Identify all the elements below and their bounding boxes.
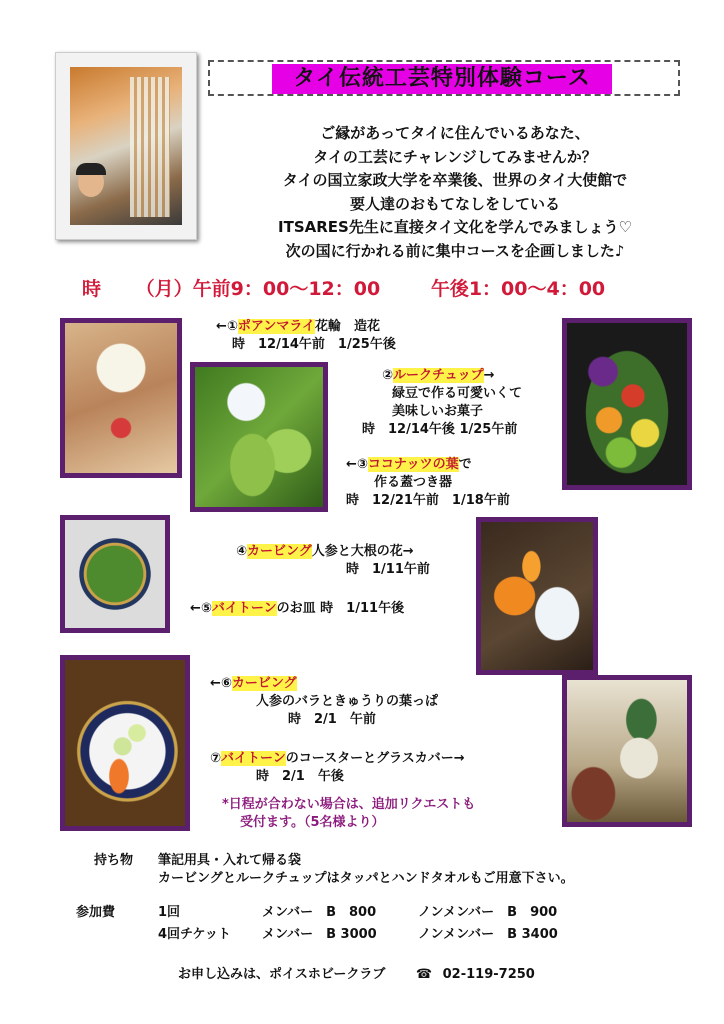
- note-line: 受付ます。（5名様より）: [240, 815, 385, 830]
- course-5: [190, 600, 404, 618]
- course-2-name: ルークチュップ: [393, 368, 484, 383]
- course-3-arrow: ←③: [346, 457, 368, 472]
- fee-label: 参加費: [76, 905, 116, 920]
- phone-icon: ☎: [415, 967, 433, 982]
- teacher-photo-frame: [55, 52, 197, 240]
- intro-line: ご縁があってタイに住んでいるあなた、: [320, 124, 590, 142]
- intro-line: タイの工芸にチャレンジしてみませんか？: [313, 147, 597, 166]
- course-7: [210, 750, 465, 786]
- schedule-note: [222, 796, 475, 832]
- fee-plan: 4回チケット: [158, 927, 231, 942]
- course-6: [210, 675, 438, 729]
- course-1: [216, 318, 396, 354]
- course-4-number: ④: [236, 544, 248, 559]
- schedule-label: 時: [82, 278, 102, 300]
- page-title: タイ伝統工芸特別体験コース: [272, 64, 612, 94]
- intro-text: [205, 122, 705, 263]
- course-4-desc: 人参と大根の花→: [311, 544, 414, 559]
- carved-flowers-photo: [476, 517, 598, 675]
- course-5-desc: のお皿 時 1/11午後: [276, 601, 405, 616]
- fruit-sweets-photo: [562, 318, 692, 490]
- course-4-name: カービング: [247, 544, 312, 559]
- course-2-number: ②: [382, 368, 394, 383]
- course-3-name: ココナッツの葉: [367, 457, 459, 472]
- footer: [178, 966, 535, 984]
- course-1-name: ポアンマライ: [237, 319, 315, 334]
- course-3: [346, 456, 510, 510]
- belongings-section: [94, 852, 574, 888]
- fee-member: メンバー B 800: [262, 905, 377, 920]
- course-3-desc2: 作る蓋つき器: [374, 475, 453, 490]
- course-2: [362, 367, 523, 439]
- course-2-desc: 緑豆で作る可愛いくて: [392, 386, 523, 401]
- fee-plan: 1回: [158, 905, 181, 920]
- leaf-plate-photo: [60, 515, 170, 633]
- course-6-arrow: ←⑥: [210, 676, 232, 691]
- intro-line: 次の国に行かれる前に集中コースを企画しました♪: [285, 241, 625, 260]
- fee-nonmember: ノンメンバー B 900: [418, 905, 558, 920]
- course-7-time: 時 2/1 午後: [256, 769, 344, 784]
- teacher-photo: [70, 67, 182, 225]
- course-5-name: バイトーン: [211, 601, 277, 616]
- schedule-line: [82, 276, 682, 302]
- intro-line: タイの国立家政大学を卒業後、世界のタイ大使館で: [282, 171, 628, 189]
- fee-member: メンバー B 3000: [262, 927, 377, 942]
- course-7-name: バイトーン: [221, 751, 286, 766]
- course-3-time: 時 12/21午前 1/18午前: [346, 493, 510, 508]
- course-2-arrow: →: [483, 368, 495, 383]
- leaf-box-photo: [190, 362, 328, 512]
- belongings-line: 筆記用具・入れて帰る袋: [158, 853, 302, 868]
- course-1-arrow: ←①: [216, 319, 238, 334]
- course-1-desc: 花輪 造花: [315, 319, 381, 334]
- course-2-time: 時 12/14午後 1/25午前: [362, 422, 518, 437]
- course-5-arrow: ←⑤: [190, 601, 212, 616]
- schedule-pm: 午後1：00〜4：00: [430, 278, 606, 300]
- intro-line: ITSARES先生に直接タイ文化を学んでみましょう♡: [278, 218, 632, 236]
- course-7-number: ⑦: [210, 751, 222, 766]
- belongings-label: 持ち物: [94, 853, 134, 868]
- course-6-name: カービング: [231, 676, 297, 691]
- carved-roses-photo: [60, 655, 190, 831]
- note-line: *日程が合わない場合は、追加リクエストも: [222, 797, 476, 812]
- course-2-desc: 美味しいお菓子: [392, 404, 484, 419]
- course-3-desc: で: [458, 457, 472, 472]
- fee-nonmember: ノンメンバー B 3400: [418, 927, 558, 942]
- fee-section: [76, 904, 558, 944]
- schedule-day: （月）: [135, 278, 193, 300]
- course-6-time: 時 2/1 午前: [288, 712, 376, 727]
- course-6-desc: 人参のバラときゅうりの葉っぱ: [256, 694, 439, 709]
- course-4-time: 時 1/11午前: [346, 562, 430, 577]
- glass-cover-photo: [562, 675, 692, 827]
- apply-text: お申し込みは、ポイスホビークラブ: [178, 967, 386, 982]
- schedule-am: 午前9：00〜12：00: [192, 278, 381, 300]
- belongings-line: カービングとルークチュップはタッパとハンドタオルもご用意下さい。: [158, 871, 574, 886]
- course-4: [236, 543, 430, 579]
- intro-line: 要人達のおもてなしをしている: [349, 194, 560, 213]
- phone-number: 02-119-7250: [442, 967, 535, 982]
- garland-photo: [60, 318, 182, 478]
- course-7-desc: のコースターとグラスカバー→: [285, 751, 465, 766]
- course-1-time: 時 12/14午前 1/25午後: [232, 337, 396, 352]
